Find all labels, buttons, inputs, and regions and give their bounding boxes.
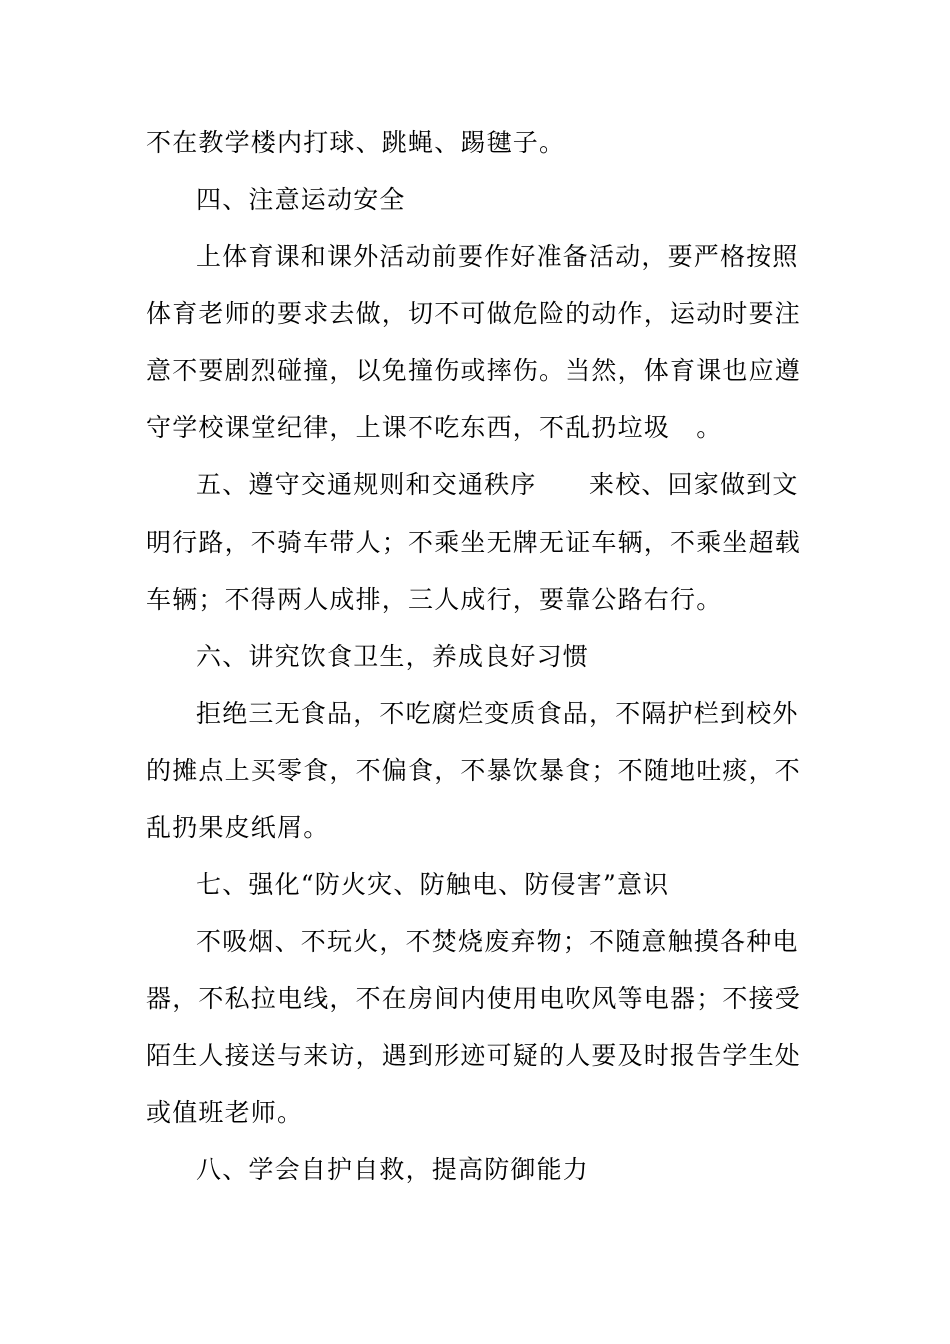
text-line: 乱扔果皮纸屑。 (146, 813, 330, 842)
section-heading-6: 六、讲究饮食卫生，养成良好习惯 (196, 642, 590, 671)
section-heading-5: 五、遵守交通规则和交通秩序 来校、回家做到文 (196, 470, 799, 499)
section-heading-4: 四、注意运动安全 (196, 185, 406, 214)
text-line: 或值班老师。 (146, 1098, 304, 1127)
section-heading-7: 七、强化“防火灾、防触电、防侵害”意识 (196, 870, 670, 899)
text-line: 陌生人接送与来访，遇到形迹可疑的人要及时报告学生处 (146, 1041, 802, 1070)
text-line: 拒绝三无食品，不吃腐烂变质食品，不隔护栏到校外 (196, 699, 799, 728)
text-line: 意不要剧烈碰撞，以免撞伤或摔伤。当然，体育课也应遵 (146, 356, 802, 385)
text-line: 体育老师的要求去做，切不可做危险的动作，运动时要注 (146, 299, 802, 328)
text-line: 守学校课堂纪律，上课不吃东西，不乱扔垃圾 。 (146, 413, 723, 442)
text-line: 车辆；不得两人成排，三人成行，要靠公路右行。 (146, 585, 723, 614)
section-heading-8: 八、学会自护自救，提高防御能力 (196, 1155, 590, 1184)
text-line: 明行路，不骑车带人；不乘坐无牌无证车辆，不乘坐超载 (146, 528, 802, 557)
text-line: 不在教学楼内打球、跳蝇、踢毽子。 (146, 128, 566, 157)
text-line: 上体育课和课外活动前要作好准备活动，要严格按照 (196, 242, 799, 271)
text-line: 不吸烟、不玩火，不焚烧废弃物；不随意触摸各种电 (196, 927, 799, 956)
text-line: 的摊点上买零食，不偏食，不暴饮暴食；不随地吐痰，不 (146, 756, 802, 785)
text-line: 器，不私拉电线，不在房间内使用电吹风等电器；不接受 (146, 984, 802, 1013)
